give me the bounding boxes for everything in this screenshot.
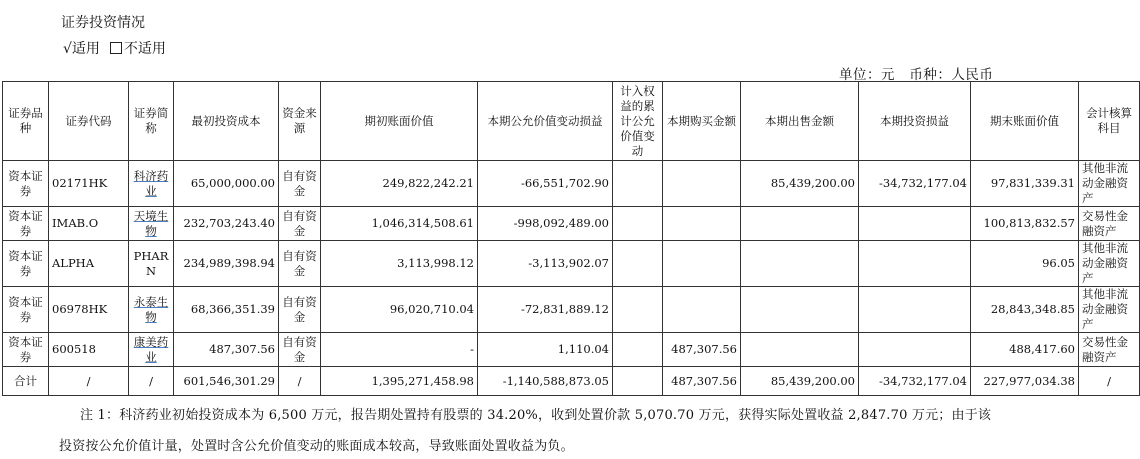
equity-change-cell (613, 287, 663, 333)
header-cell: 计入权益的累计公允价值变动 (613, 82, 663, 161)
header-cell: 资金来源 (279, 82, 321, 161)
table-row (3, 161, 1140, 207)
fair-value-change-cell: -66,551,702.90 (478, 161, 613, 207)
fund-source-cell: 自有资金 (279, 287, 321, 333)
opening-value-cell: 249,822,242.21 (321, 161, 478, 207)
accounting-subject-cell: 交易性金融资产 (1079, 333, 1140, 367)
security-name-link[interactable]: 康美药业 (129, 333, 174, 367)
table-row (3, 207, 1140, 241)
initial-cost-cell: 232,703,243.40 (174, 207, 279, 241)
equity-change-cell (613, 161, 663, 207)
sale-amount-cell (741, 207, 859, 241)
fair-value-change-cell: -998,092,489.00 (478, 207, 613, 241)
table-header-row (3, 82, 1140, 161)
header-cell: 期末账面价值 (971, 82, 1079, 161)
header-cell: 证券简称 (129, 82, 174, 161)
total-equity-change (613, 367, 663, 396)
total-initial-cost: 601,546,301.29 (174, 367, 279, 396)
purchase-amount-cell (663, 241, 741, 287)
header-cell: 本期出售金额 (741, 82, 859, 161)
opening-value-cell: 96,020,710.04 (321, 287, 478, 333)
initial-cost-cell: 68,366,351.39 (174, 287, 279, 333)
closing-value-cell: 100,813,832.57 (971, 207, 1079, 241)
total-cell: / (129, 367, 174, 396)
security-code-cell: 02171HK (49, 161, 129, 207)
investment-income-cell (859, 241, 971, 287)
security-name-link[interactable]: 天境生物 (129, 207, 174, 241)
table-row (3, 333, 1140, 367)
investment-income-cell: -34,732,177.04 (859, 161, 971, 207)
initial-cost-cell: 487,307.56 (174, 333, 279, 367)
accounting-subject-cell: 交易性金融资产 (1079, 207, 1140, 241)
header-cell: 期初账面价值 (321, 82, 478, 161)
fair-value-change-cell: -72,831,889.12 (478, 287, 613, 333)
closing-value-cell: 488,417.60 (971, 333, 1079, 367)
fund-source-cell: 自有资金 (279, 241, 321, 287)
header-cell: 证券品种 (3, 82, 49, 161)
footnote-line-2: 投资按公允价值计量，处置时含公允价值变动的账面成本较高，导致账面处置收益为负。 (59, 439, 574, 454)
total-cell: / (49, 367, 129, 396)
securities-investment-table (2, 81, 1140, 396)
closing-value-cell: 96.05 (971, 241, 1079, 287)
fair-value-change-cell: -3,113,902.07 (478, 241, 613, 287)
not-applicable-label: 不适用 (123, 41, 166, 57)
header-cell: 最初投资成本 (174, 82, 279, 161)
initial-cost-cell: 234,989,398.94 (174, 241, 279, 287)
sale-amount-cell: 85,439,200.00 (741, 161, 859, 207)
security-code-cell: ALPHA (49, 241, 129, 287)
sale-amount-cell (741, 241, 859, 287)
fund-source-cell: 自有资金 (279, 161, 321, 207)
total-row (3, 367, 1140, 396)
checkmark-icon: √ (63, 41, 72, 57)
header-cell: 证券代码 (49, 82, 129, 161)
security-type-cell: 资本证券 (3, 287, 49, 333)
investment-income-cell (859, 333, 971, 367)
investment-income-cell (859, 287, 971, 333)
empty-checkbox-icon (110, 42, 122, 54)
total-closing-value: 227,977,034.38 (971, 367, 1079, 396)
investment-income-cell (859, 207, 971, 241)
security-type-cell: 资本证券 (3, 207, 49, 241)
purchase-amount-cell: 487,307.56 (663, 333, 741, 367)
security-name-link[interactable]: 科济药业 (129, 161, 174, 207)
header-cell: 本期购买金额 (663, 82, 741, 161)
security-name-link[interactable]: 永泰生物 (129, 287, 174, 333)
applicability-options (63, 38, 166, 58)
total-cell: / (1079, 367, 1140, 396)
fund-source-cell: 自有资金 (279, 207, 321, 241)
equity-change-cell (613, 241, 663, 287)
table-row (3, 241, 1140, 287)
total-sale-amount: 85,439,200.00 (741, 367, 859, 396)
accounting-subject-cell: 其他非流动金融资产 (1079, 161, 1140, 207)
sale-amount-cell (741, 287, 859, 333)
footnote-line-1: 注 1：科济药业初始投资成本为 6,500 万元，报告期处置持有股票的 34.20%，收到处置价款 5,070.70 万元，获得实际处置收益 2,847.70 万元；由于该 (80, 408, 992, 423)
opening-value-cell: 1,046,314,508.61 (321, 207, 478, 241)
closing-value-cell: 28,843,348.85 (971, 287, 1079, 333)
table-row (3, 287, 1140, 333)
accounting-subject-cell: 其他非流动金融资产 (1079, 241, 1140, 287)
security-type-cell: 资本证券 (3, 161, 49, 207)
security-type-cell: 资本证券 (3, 333, 49, 367)
security-code-cell: 600518 (49, 333, 129, 367)
currency-unit: 单位：元 币种：人民币 (839, 67, 994, 83)
section-title: 证券投资情况 (61, 15, 145, 31)
opening-value-cell: 3,113,998.12 (321, 241, 478, 287)
accounting-subject-cell: 其他非流动金融资产 (1079, 287, 1140, 333)
total-investment-income: -34,732,177.04 (859, 367, 971, 396)
initial-cost-cell: 65,000,000.00 (174, 161, 279, 207)
purchase-amount-cell (663, 207, 741, 241)
purchase-amount-cell (663, 161, 741, 207)
total-opening-value: 1,395,271,458.98 (321, 367, 478, 396)
opening-value-cell: - (321, 333, 478, 367)
header-cell: 本期投资损益 (859, 82, 971, 161)
sale-amount-cell (741, 333, 859, 367)
equity-change-cell (613, 333, 663, 367)
header-cell: 本期公允价值变动损益 (478, 82, 613, 161)
equity-change-cell (613, 207, 663, 241)
closing-value-cell: 97,831,339.31 (971, 161, 1079, 207)
total-fair-value-change: -1,140,588,873.05 (478, 367, 613, 396)
total-purchase-amount: 487,307.56 (663, 367, 741, 396)
fund-source-cell: 自有资金 (279, 333, 321, 367)
fair-value-change-cell: 1,110.04 (478, 333, 613, 367)
security-code-cell: IMAB.O (49, 207, 129, 241)
applicable-label: 适用 (71, 41, 100, 57)
header-cell: 会计核算科目 (1079, 82, 1140, 161)
security-code-cell: 06978HK (49, 287, 129, 333)
security-name-cell: PHARN (129, 241, 174, 287)
security-type-cell: 资本证券 (3, 241, 49, 287)
total-label: 合计 (3, 367, 49, 396)
total-cell: / (279, 367, 321, 396)
purchase-amount-cell (663, 287, 741, 333)
